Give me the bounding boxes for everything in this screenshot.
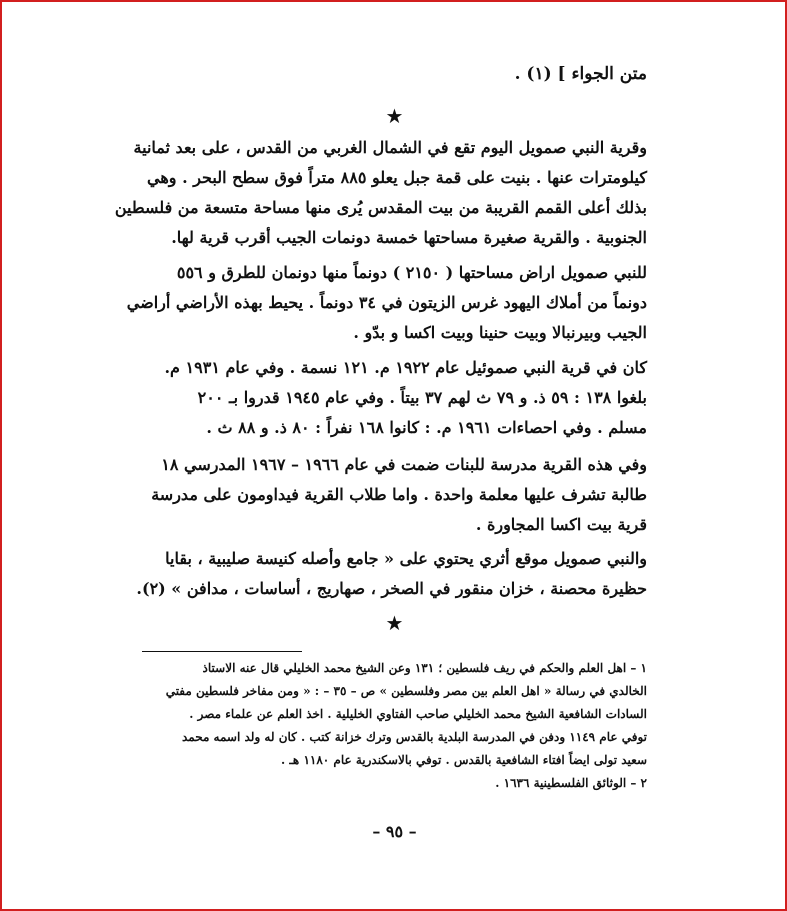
text-line: حظيرة محصنة ، خزان منقور في الصخر ، صهاريج ، أساسات ، مدافن » (٢). <box>136 579 647 598</box>
footnote-line: توفي عام ١١٤٩ ودفن في المدرسة البلدية بالقدس وترك خزانة كتب . كان له ولد اسمه محمد <box>181 730 647 744</box>
section-heading: متن الجواء ] (١) . <box>514 64 647 84</box>
text-line: بذلك أعلى القمم القريبة من بيت المقدس يُرى منها مساحة متسعة من فلسطين <box>114 198 647 217</box>
text-line: كيلومترات عنها . بنيت على قمة جبل يعلو ٨٨٥ متراً فوق سطح البحر . وهي <box>147 168 647 187</box>
paragraph-location <box>114 133 647 253</box>
star-divider-bottom: ★ <box>385 611 404 635</box>
footnote-rule <box>142 651 302 652</box>
text-line: قرية بيت اكسا المجاورة . <box>475 515 647 534</box>
text-line: مسلم . وفي احصاءات ١٩٦١ م. : كانوا ١٦٨ نفراً : ٨٠ ذ. و ٨٨ ث . <box>206 418 647 437</box>
text-line: وقرية النبي صمويل اليوم تقع في الشمال الغربي من القدس ، على بعد ثمانية <box>133 138 647 157</box>
paragraph-school <box>142 450 647 540</box>
page-number: – ٩٥ – <box>372 822 417 841</box>
text-line: للنبي صمويل اراض مساحتها ( ٢١٥٠ ) دونماً منها دونمان للطرق و ٥٥٦ <box>176 263 647 282</box>
footnote-line: السادات الشافعية الشيخ محمد الخليلي صاحب الفتاوي الخليلية . اخذ العلم عن علماء مصر . <box>189 707 647 721</box>
star-divider-top: ★ <box>385 104 404 128</box>
footnote-line: ١ – اهل العلم والحكم في ريف فلسطين ؛ ١٣١ وعن الشيخ محمد الخليلي قال عنه الاستاذ <box>202 661 647 675</box>
text-line: الجنوبية . والقرية صغيرة مساحتها خمسة دونمات الجيب أقرب قرية لها. <box>171 228 647 247</box>
paragraph-lands <box>126 258 647 348</box>
text-line: بلغوا ١٣٨ : ٥٩ ذ. و ٧٩ ث لهم ٣٧ بيتاً . وفي عام ١٩٤٥ قدروا بـ ٢٠٠ <box>197 388 647 407</box>
footnote-line: الخالدي في رسالة « اهل العلم بين مصر وفلسطين » ص – ٣٥ – : « ومن مفاخر فلسطين مفتي <box>165 684 647 698</box>
footnote-line: سعيد تولى ايضاً افتاء الشافعية بالقدس . توفي بالاسكندرية عام ١١٨٠ هـ . <box>281 753 647 767</box>
text-line: وفي هذه القرية مدرسة للبنات ضمت في عام ١٩٦٦ – ١٩٦٧ المدرسي ١٨ <box>161 455 647 474</box>
text-line: والنبي صمويل موقع أثري يحتوي على « جامع وأصله كنيسة صليبية ، بقايا <box>165 549 647 568</box>
footnote-line: ٢ – الوثائق الفلسطينية ١٦٣٦ . <box>495 776 647 790</box>
paragraph-population <box>142 353 647 443</box>
paragraph-archaeology <box>136 544 647 604</box>
text-line: دونماً من أملاك اليهود غرس الزيتون في ٣٤ دونماً . يحيط بهذه الأراضي أراضي <box>126 293 647 312</box>
text-line: كان في قرية النبي صموئيل عام ١٩٢٢ م. ١٢١ نسمة . وفي عام ١٩٣١ م. <box>164 358 647 377</box>
document-page <box>114 42 647 902</box>
footnotes <box>142 657 647 795</box>
text-line: الجيب وبيرنبالا وبيت حنينا وبيت اكسا و بدّو . <box>353 323 647 342</box>
text-line: طالبة تشرف عليها معلمة واحدة . واما طلاب القرية فيداومون على مدرسة <box>151 485 647 504</box>
